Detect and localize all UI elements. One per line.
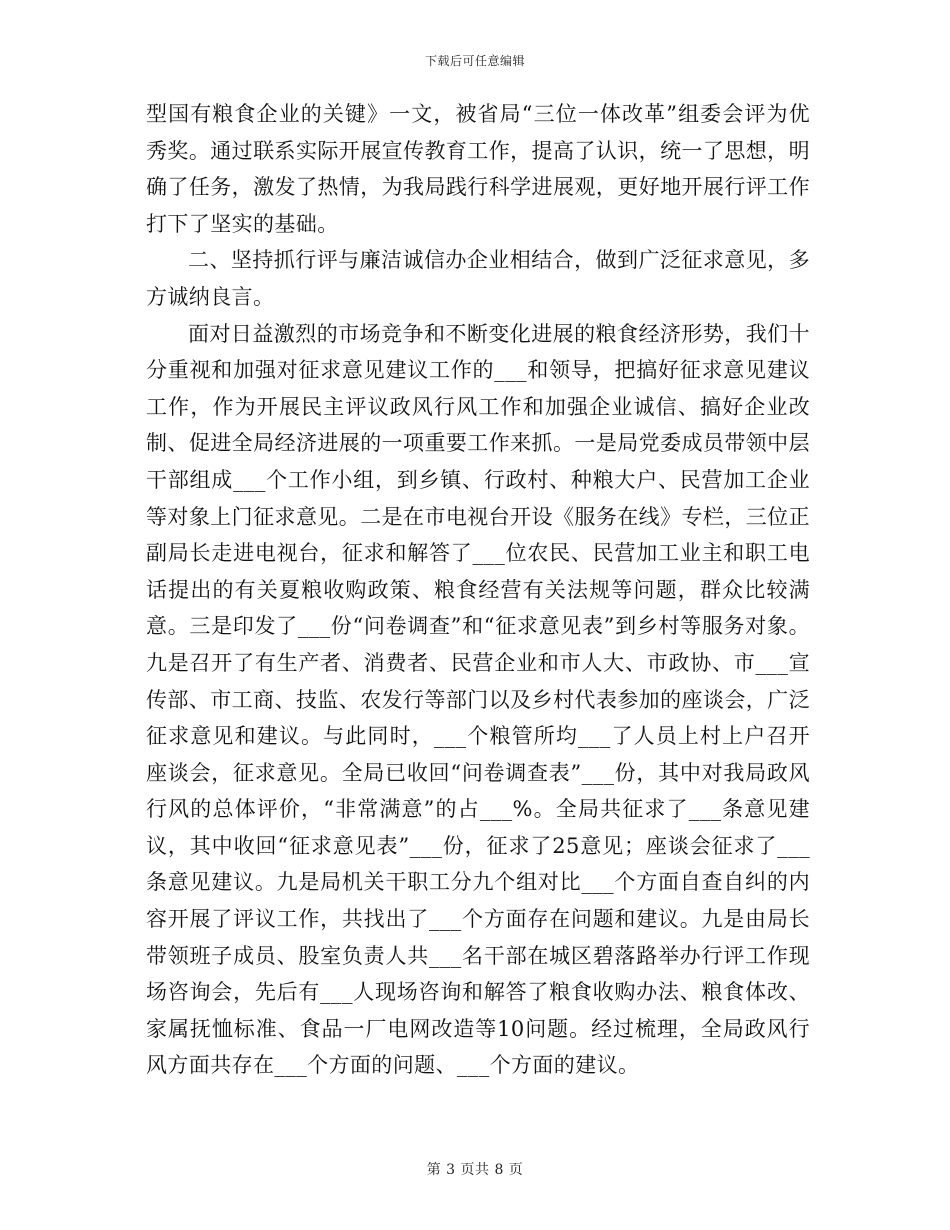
paragraph-continuation: 型国有粮食企业的关键》一文，被省局“三位一体改革”组委会评为优秀奖。通过联系实际开展宣传教育工作，提高了认识，统一了思想，明确了任务，激发了热情，为我局践行科学进展观，更好地开展行评工作打下了坚实的基础。 bbox=[146, 102, 810, 236]
document-body bbox=[146, 96, 810, 1084]
page-number: 第 3 页共 8 页 bbox=[426, 1162, 524, 1178]
page-header: 下载后可任意编辑 bbox=[424, 54, 525, 68]
section-heading: 二、坚持抓行评与廉洁诚信办企业相结合，做到广泛征求意见，多方诚纳良言。 bbox=[146, 248, 810, 309]
paragraph-body: 面对日益激烈的市场竞争和不断变化进展的粮食经济形势，我们十分重视和加强对征求意见建议工作的___和领导，把搞好征求意见建议工作，作为开展民主评议政风行风工作和加强企业诚信、搞好企业改制、促进全局经济进展的一项重要工作来抓。一是局党委成员带领中层干部组成___个工作小组，到乡镇、行政村、种粮大户、民营加工企业等对象上门征求意见。二是在市电视台开设《服务在线》专栏，三位正副局长走进电视台，征求和解答了___位农民、民营加工业主和职工电话提出的有关夏粮收购政策、粮食经营有关法规等问题，群众比较满意。三是印发了___份“问卷调查”和“征求意见表”到乡村等服务对象。九是召开了有生产者、消费者、民营企业和市人大、市政协、市___宣传部、市工商、技监、农发行等部门以及乡村代表参加的座谈会，广泛征求意见和建议。与此同时，___个粮管所均___了人员上村上户召开座谈会，征求意见。全局已收回“问卷调查表”___份，其中对我局政风行风的总体评价，“非常满意”的占___%。全局共征求了___条意见建议，其中收回“征求意见表”___份，征求了25意见；座谈会征求了___条意见建议。九是局机关干职工分九个组对比___个方面自查自纠的内容开展了评议工作，共找出了___个方面存在问题和建议。九是由局长带领班子成员、股室负责人共___名干部在城区碧落路举办行评工作现场咨询会，先后有___人现场咨询和解答了粮食收购办法、粮食体改、家属抚恤标准、食品一厂电网改造等10问题。经过梳理，全局政风行风方面共存在___个方面的问题、___个方面的建议。 bbox=[146, 321, 810, 1078]
